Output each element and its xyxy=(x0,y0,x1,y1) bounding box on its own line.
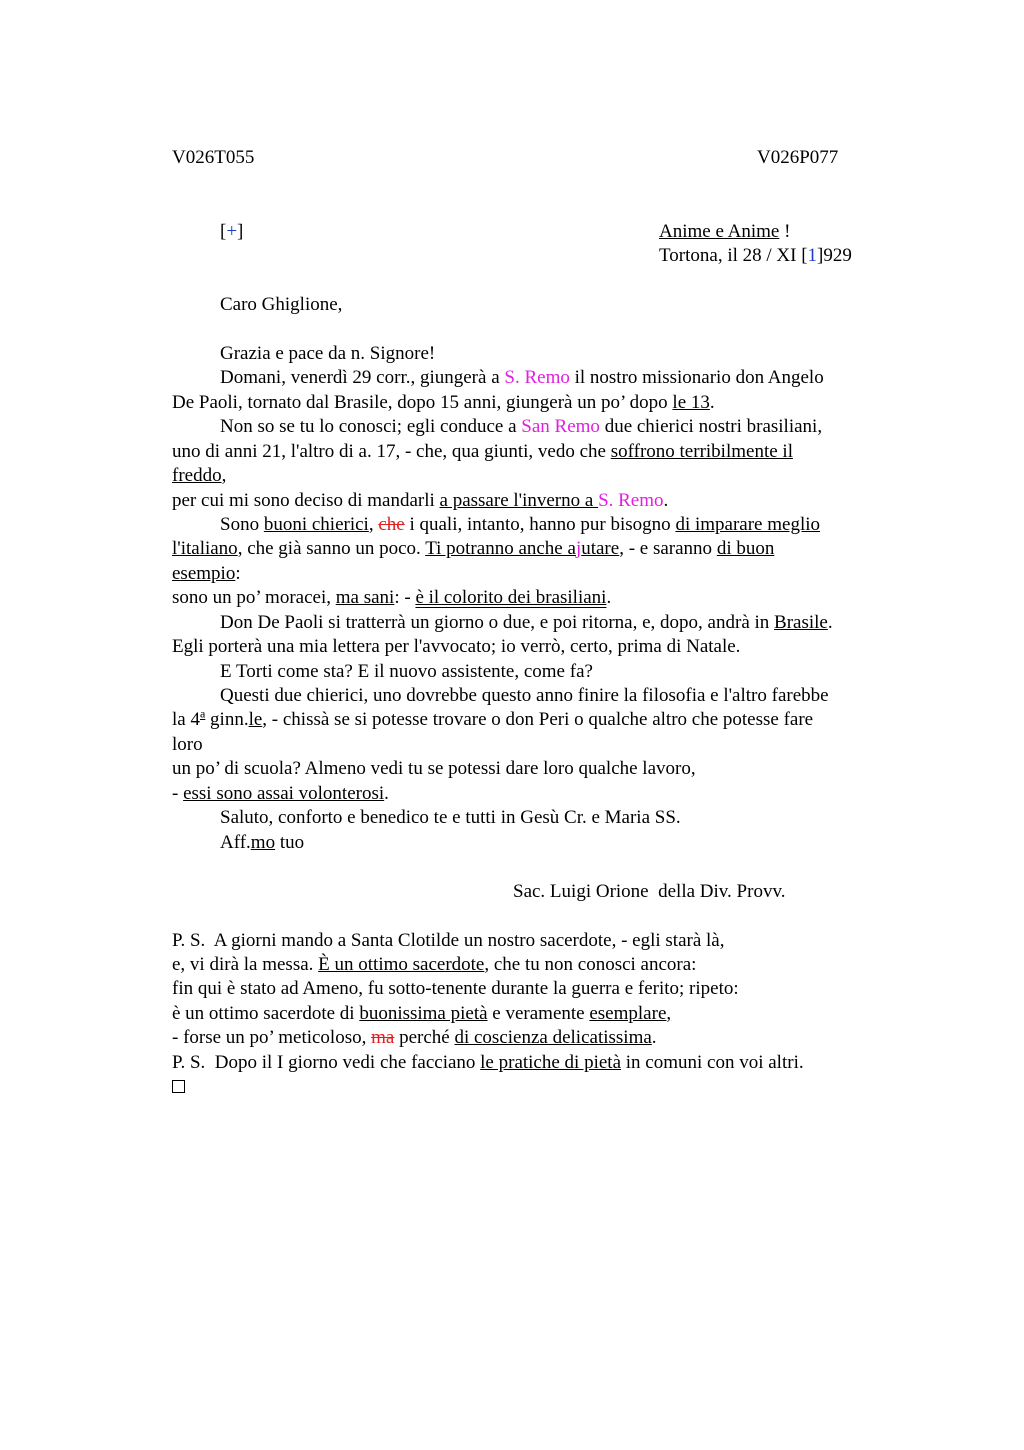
underlined-text: essi sono assai volonterosi xyxy=(183,783,385,804)
motto xyxy=(659,220,790,244)
underlined-text: utare xyxy=(581,538,620,559)
text-run: ginn. xyxy=(205,709,249,730)
text-run: . xyxy=(606,587,612,608)
underlined-text: buoni chierici xyxy=(263,514,369,535)
document-code-left: V026T055 xyxy=(172,147,255,168)
underlined-text: di coscienza delicatissima xyxy=(454,1027,652,1048)
text-run: è un ottimo sacerdote di xyxy=(172,1003,360,1024)
text-run: , - chissà se si potesse trovare o don Peri o qualche altro che potesse fare xyxy=(262,709,814,730)
deleted-word: che xyxy=(378,514,405,535)
deleted-word: ma xyxy=(371,1027,395,1048)
underlined-text: soffrono terribilmente il xyxy=(610,441,793,462)
text-run: Domani, venerdì 29 corr., giungerà a xyxy=(220,367,505,388)
greeting: Grazia e pace da n. Signore! xyxy=(220,343,436,364)
text-run: tuo xyxy=(275,832,305,853)
paragraph-2-line-1 xyxy=(220,415,822,439)
paragraph-3-line-4 xyxy=(172,586,611,610)
underlined-text: ma sani xyxy=(335,587,395,608)
text-run: uno di anni 21, l'altro di a. 17, - che, qua giunti, vedo che xyxy=(172,441,611,462)
double-underlined-text: è il colorito dei brasiliani xyxy=(415,587,607,608)
dateline-pre: Tortona, il 28 / XI [ xyxy=(659,245,808,266)
text-run: - xyxy=(172,783,184,804)
text-run: la 4 xyxy=(172,709,200,730)
text-run: P. S. Dopo il I giorno vedi che facciano xyxy=(172,1052,481,1073)
text-run: , - e saranno xyxy=(619,538,717,559)
underlined-text: , xyxy=(666,1003,672,1024)
postscript-1-line-3: fin qui è stato ad Ameno, fu sotto-tenente durante la guerra e ferito; ripeto: xyxy=(172,978,739,999)
underlined-text: È un ottimo sacerdote xyxy=(318,954,485,975)
text-run: due chierici nostri brasiliani, xyxy=(599,416,823,437)
paragraph-6-line-2 xyxy=(172,708,813,732)
underlined-text: mo xyxy=(250,832,276,853)
underlined-text: esemplare xyxy=(589,1003,667,1024)
text-run: , che tu non conosci ancora: xyxy=(484,954,697,975)
text-run: in comuni con voi altri. xyxy=(621,1052,804,1073)
bracket-close: ] xyxy=(237,221,244,242)
text-run: e, vi dirà la messa. xyxy=(172,954,319,975)
text-run: . xyxy=(709,392,715,413)
paragraph-2-line-2 xyxy=(172,440,793,464)
paragraph-4-line-1 xyxy=(220,611,833,635)
text-run: . xyxy=(827,612,833,633)
bracket-open: [ xyxy=(220,221,227,242)
underlined-text: freddo xyxy=(172,465,222,486)
underlined-text: le xyxy=(248,709,263,730)
paragraph-4-line-2: Egli porterà una mia lettera per l'avvocato; io verrò, certo, prima di Natale. xyxy=(172,636,741,657)
text-run: Aff. xyxy=(220,832,251,853)
text-run: i quali, intanto, hanno pur bisogno xyxy=(404,514,676,535)
underlined-text: buonissima pietà xyxy=(359,1003,488,1024)
dateline xyxy=(659,244,852,268)
paragraph-2-line-4 xyxy=(172,489,668,513)
text-run: : - xyxy=(394,587,416,608)
paragraph-6-line-5 xyxy=(172,782,389,806)
text-run: , xyxy=(368,514,379,535)
postscript-1-line-5 xyxy=(172,1026,657,1050)
signature: Sac. Luigi Orione della Div. Provv. xyxy=(513,881,786,902)
text-run: Sono xyxy=(220,514,264,535)
text-run: e veramente xyxy=(487,1003,590,1024)
motto-text: Anime e Anime xyxy=(659,221,780,242)
postscript-1-line-4 xyxy=(172,1002,671,1026)
text-run: Non so se tu lo conosci; egli conduce a xyxy=(220,416,522,437)
ordinal-superscript: a xyxy=(199,706,206,721)
affectionate-close xyxy=(220,831,304,855)
text-run: : xyxy=(235,563,241,584)
text-run: . xyxy=(384,783,389,804)
paragraph-3-line-2 xyxy=(172,537,774,561)
underlined-text: le 13 xyxy=(672,392,710,413)
text-run: . xyxy=(663,490,669,511)
underlined-text: di imparare meglio xyxy=(675,514,820,535)
text-run: . xyxy=(651,1027,657,1048)
underlined-text: Ti potranno anche a xyxy=(425,538,576,559)
text-run: , che già sanno un poco. xyxy=(237,538,426,559)
place-highlight: S. Remo xyxy=(504,367,570,388)
salutation: Caro Ghiglione, xyxy=(220,294,343,315)
paragraph-6-line-1: Questi due chierici, uno dovrebbe questo anno finire la filosofia e l'altro farebbe xyxy=(220,685,829,706)
text-run: Don De Paoli si tratterrà un giorno o due, e poi ritorna, e, dopo, andrà in xyxy=(220,612,775,633)
end-square-icon xyxy=(172,1075,185,1099)
paragraph-1-line-1 xyxy=(220,366,824,390)
underlined-text: , xyxy=(221,465,227,486)
paragraph-6-line-4: un po’ di scuola? Almeno vedi tu se potessi dare loro qualche lavoro, xyxy=(172,758,696,779)
dateline-digit: 1 xyxy=(807,245,818,266)
text-run: per cui mi sono deciso di mandarli xyxy=(172,490,440,511)
dateline-post: ]929 xyxy=(817,245,852,266)
place-highlight: San Remo xyxy=(521,416,600,437)
cross-icon: + xyxy=(226,221,238,242)
document-code-right: V026P077 xyxy=(757,147,839,168)
text-run: - forse un po’ meticoloso, xyxy=(172,1027,372,1048)
underlined-text: a passare l'inverno a xyxy=(439,490,599,511)
paragraph-5: E Torti come sta? E il nuovo assistente, come fa? xyxy=(220,661,593,682)
place-highlight: S. Remo xyxy=(598,490,664,511)
underlined-text: le pratiche di pietà xyxy=(480,1052,622,1073)
postscript-1-line-2 xyxy=(172,953,696,977)
text-run: il nostro missionario don Angelo xyxy=(569,367,824,388)
paragraph-1-line-2 xyxy=(172,391,715,415)
paragraph-3-line-3 xyxy=(172,562,241,586)
closing-line: Saluto, conforto e benedico te e tutti in Gesù Cr. e Maria SS. xyxy=(220,807,681,828)
text-run: sono un po’ moracei, xyxy=(172,587,336,608)
underlined-text: Brasile xyxy=(774,612,828,633)
postscript-2 xyxy=(172,1051,804,1075)
text-run: perché xyxy=(394,1027,455,1048)
text-run: De Paoli, tornato dal Brasile, dopo 15 anni, giungerà un po’ dopo xyxy=(172,392,673,413)
corrected-letter: j xyxy=(575,538,582,559)
motto-end: ! xyxy=(779,221,791,242)
underlined-text: l'italiano xyxy=(172,538,238,559)
paragraph-3-line-1 xyxy=(220,513,820,537)
postscript-1-line-1: P. S. A giorni mando a Santa Clotilde un nostro sacerdote, - egli starà là, xyxy=(172,930,725,951)
paragraph-6-line-3: loro xyxy=(172,734,203,755)
underlined-text: esempio xyxy=(172,563,236,584)
cross-mark xyxy=(220,220,243,244)
paragraph-2-line-3 xyxy=(172,464,226,488)
underlined-text: di buon xyxy=(716,538,775,559)
